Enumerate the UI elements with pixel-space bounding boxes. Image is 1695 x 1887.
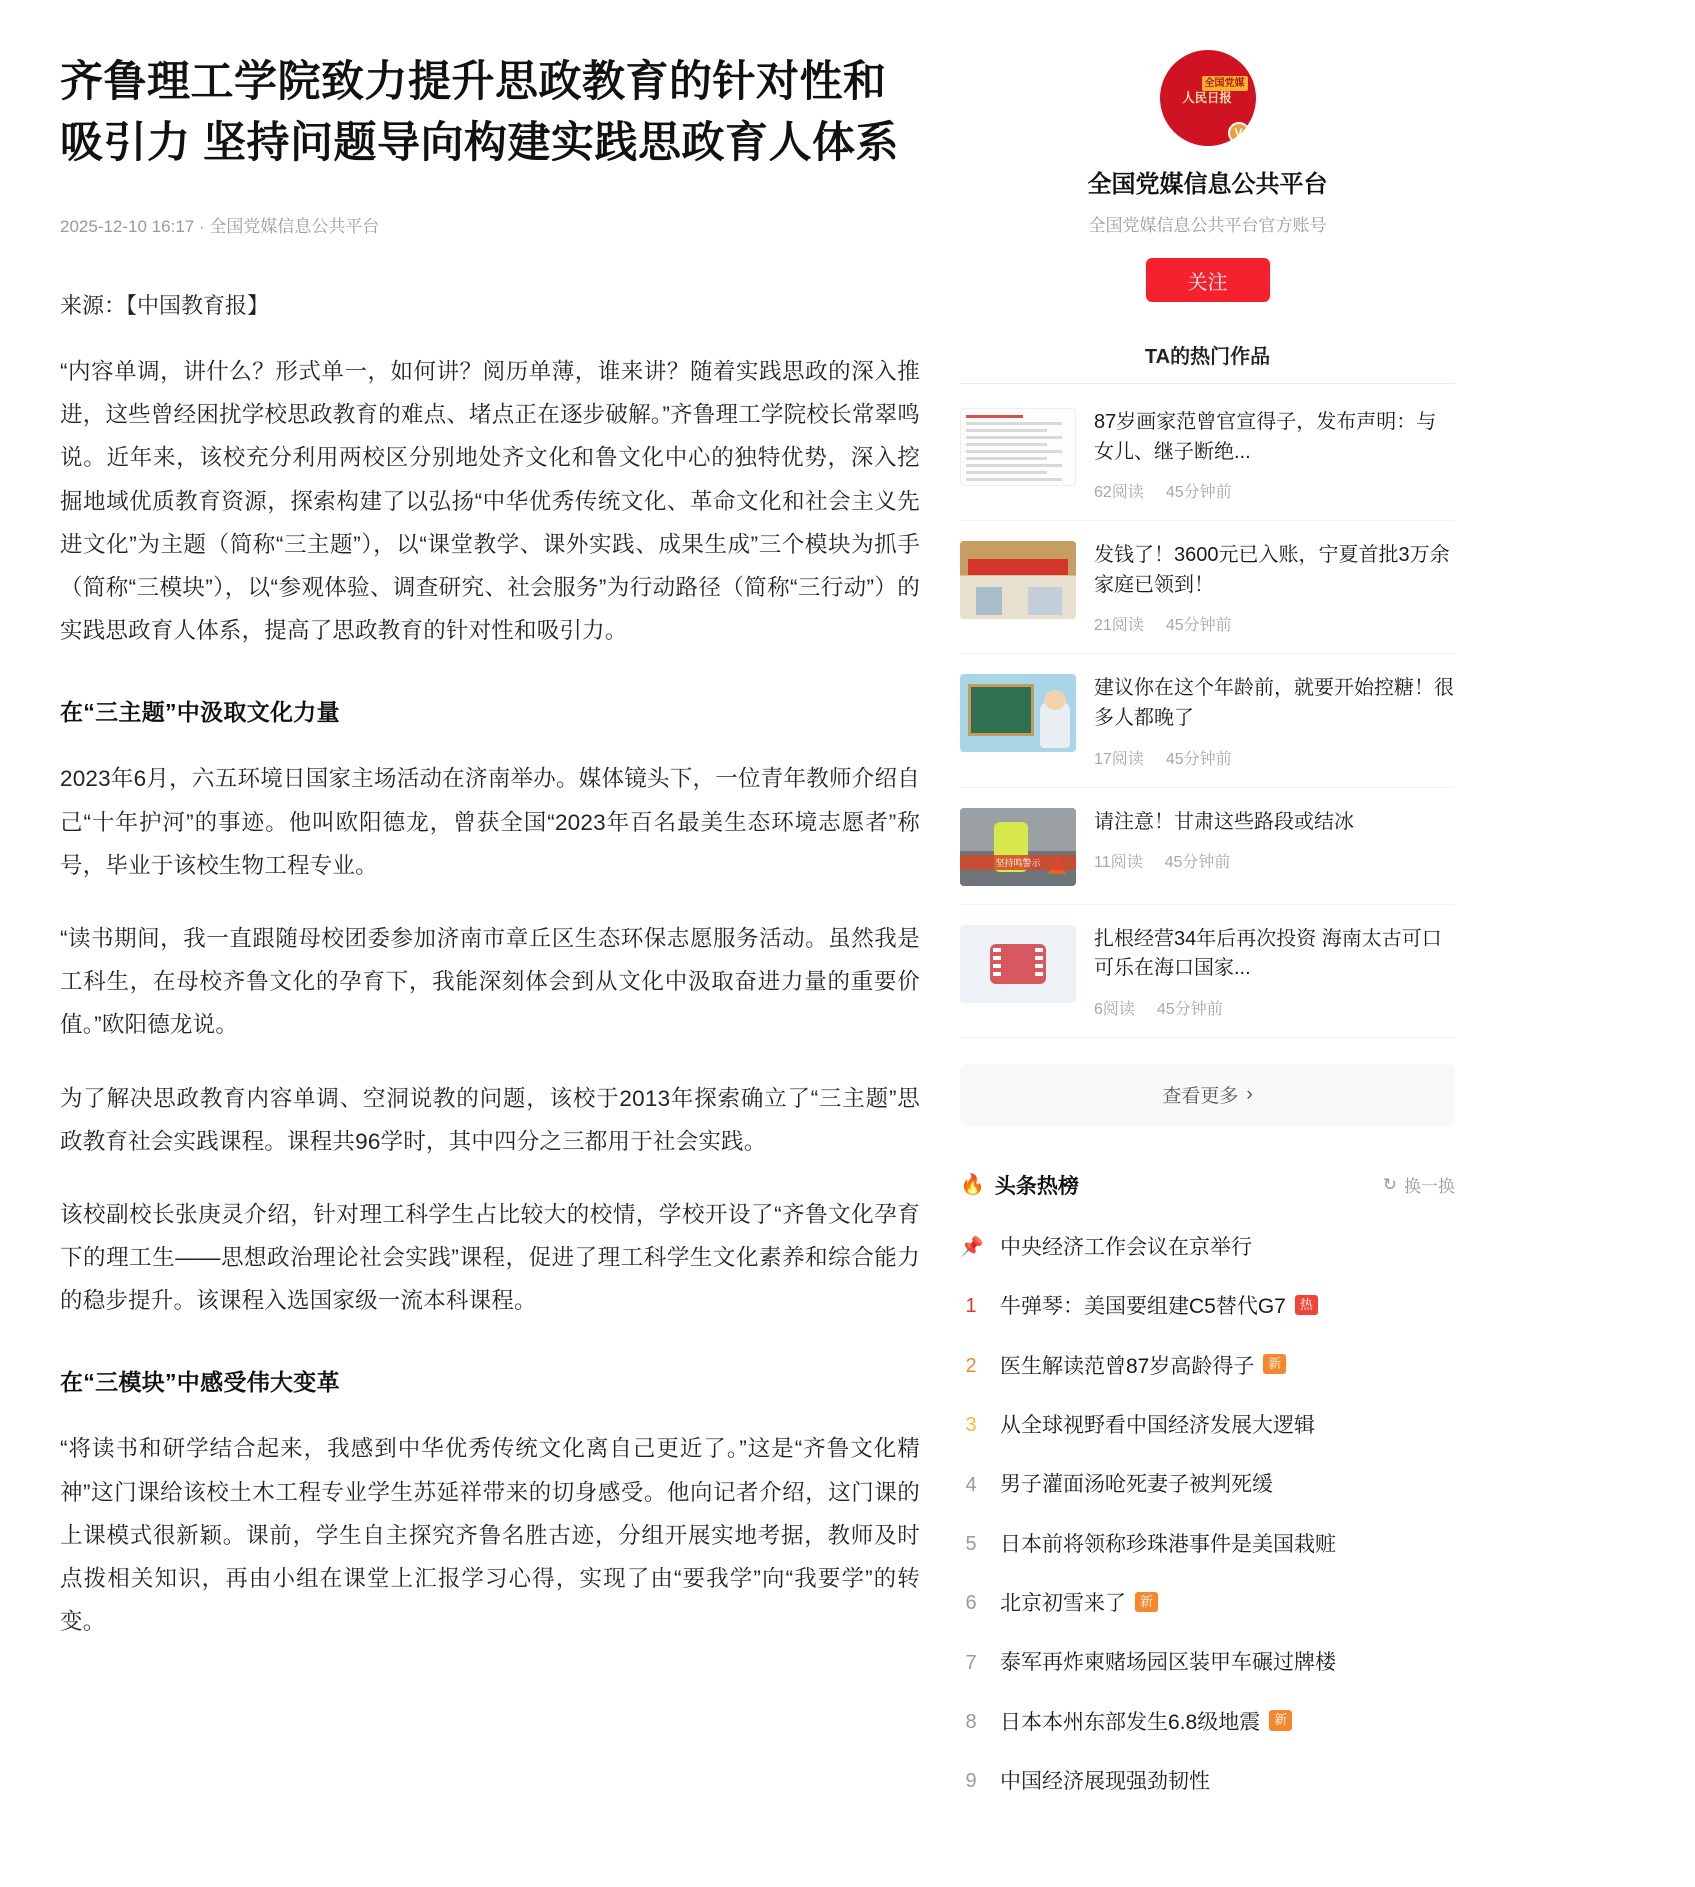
list-item[interactable] <box>960 521 1455 654</box>
ranking-row-title: 牛弹琴：美国要组建C5替代G7 <box>1000 1295 1286 1319</box>
page-title: 齐鲁理工学院致力提升思政教育的针对性和吸引力 坚持问题导向构建实践思政育人体系 <box>60 58 899 168</box>
article-paragraph: “将读书和研学结合起来，我感到中华优秀传统文化离自己更近了。”这是“齐鲁文化精神”这门课给该校土木工程专业学生苏延祥带来的切身感受。他向记者介绍，这门课的上课模式很新颖。课前，学生自主探究齐鲁名胜古迹，分组开展实地考据，教师及时点拨相关知识，再由小组在课堂上汇报学习心得，实现了由“要我学”向“我要学”的转变。 <box>60 1436 920 1635</box>
thumbnail-image <box>960 674 1076 752</box>
list-item-time: 45分钟前 <box>1165 750 1232 768</box>
publisher-name: 全国党媒信息公共平台 <box>209 217 380 237</box>
source-label: 来源： <box>60 293 127 319</box>
list-item-title: 建议你在这个年龄前，就要开始控糖！很多人都晚了 <box>1094 677 1454 729</box>
ranking-list <box>960 1218 1455 1812</box>
meta-separator: · <box>198 217 205 237</box>
ranking-row[interactable] <box>960 1277 1455 1336</box>
refresh-button[interactable] <box>1383 1172 1455 1197</box>
list-item-title: 请注意！甘肃这些路段或结冰 <box>1094 810 1354 833</box>
status-badge: 新 <box>1263 1354 1286 1374</box>
view-more-label: 查看更多 <box>1162 1086 1239 1108</box>
article-column <box>60 40 920 1812</box>
ranking-row[interactable] <box>960 1633 1455 1692</box>
status-badge: 新 <box>1135 1592 1158 1612</box>
hot-works-header <box>960 340 1455 384</box>
ranking-row-title: 泰军再炸柬赌场园区装甲车碾过牌楼 <box>1000 1651 1336 1675</box>
status-badge: 热 <box>1295 1295 1318 1315</box>
publish-date: 2025-12-10 16:17 <box>60 217 195 237</box>
article-paragraph: 该校副校长张庚灵介绍，针对理工科学生占比较大的校情，学校开设了“齐鲁文化孕育下的理工生——思想政治理论社会实践”课程，促进了理工科学生文化素养和综合能力的稳步提升。该课程入选国家级一流本科课程。 <box>60 1201 920 1314</box>
ranking-row[interactable] <box>960 1752 1455 1811</box>
thumbnail-image <box>960 925 1076 1003</box>
list-item[interactable] <box>960 905 1455 1038</box>
ranking-row-title: 北京初雪来了 <box>1000 1592 1126 1616</box>
avatar[interactable] <box>1160 50 1256 146</box>
list-item-reads: 11阅读 <box>1094 854 1143 872</box>
account-name: 全国党媒信息公共平台 <box>1087 171 1328 198</box>
ranking-row-title: 日本本州东部发生6.8级地震 <box>1000 1710 1261 1734</box>
ranking-row[interactable] <box>960 1396 1455 1455</box>
ranking-row-number: 3 <box>965 1414 977 1437</box>
article-paragraph: “内容单调，讲什么？形式单一，如何讲？阅历单薄，谁来讲？随着实践思政的深入推进，这些曾经困扰学校思政教育的难点、堵点正在逐步破解。”齐鲁理工学院校长常翠鸣说。近年来，该校充分利用两校区分别地处齐文化和鲁文化中心的独特优势，深入挖掘地域优质教育资源，探索构建了以弘扬“中华优秀传统文化、革命文化和社会主义先进文化”为主题（简称“三主题”），以“课堂教学、课外实践、成果生成”三个模块为抓手（简称“三模块”），以“参观体验、调查研究、社会服务”为行动路径（简称“三行动”）的实践思政育人体系，提高了思政教育的针对性和吸引力。 <box>60 359 920 644</box>
ranking-row-number: 6 <box>965 1592 977 1615</box>
avatar-label: 人民日报 <box>1182 90 1233 105</box>
sidebar <box>960 40 1455 1812</box>
hot-works-title: TA的热门作品 <box>1144 346 1271 368</box>
hot-works-list <box>960 388 1455 1038</box>
source-value: 【中国教育报】 <box>126 293 270 319</box>
ranking-row-title: 日本前将领称珍珠港事件是美国栽赃 <box>1000 1532 1336 1556</box>
account-card <box>960 50 1455 302</box>
status-badge: 新 <box>1269 1710 1292 1730</box>
list-item[interactable] <box>960 388 1455 521</box>
ranking-row-title: 从全球视野看中国经济发展大逻辑 <box>1000 1413 1315 1437</box>
thumbnail-image <box>960 541 1076 619</box>
article-subhead-two: 在“三模块”中感受伟大变革 <box>60 1369 340 1396</box>
ranking-row-title: 中央经济工作会议在京举行 <box>1000 1235 1252 1259</box>
list-item-reads: 6阅读 <box>1094 1000 1135 1018</box>
ranking-row-number: 9 <box>965 1770 977 1793</box>
ranking-row[interactable] <box>960 1337 1455 1396</box>
refresh-icon: ↻ <box>1382 1174 1397 1194</box>
article-paragraph: “读书期间，我一直跟随母校团委参加济南市章丘区生态环保志愿服务活动。虽然我是工科生，在母校齐鲁文化的孕育下，我能深刻体会到从文化中汲取奋进力量的重要价值。”欧阳德龙说。 <box>60 925 920 1038</box>
article-paragraph: 2023年6月，六五环境日国家主场活动在济南举办。媒体镜头下，一位青年教师介绍自己“十年护河”的事迹。他叫欧阳德龙，曾获全国“2023年百名最美生态环境志愿者”称号，毕业于该校生物工程专业。 <box>60 766 920 878</box>
ranking-row[interactable] <box>960 1218 1455 1277</box>
article-subhead-one: 在“三主题”中汲取文化力量 <box>60 699 340 726</box>
ranking-title: 头条热榜 <box>994 1174 1079 1198</box>
ranking-panel <box>960 1170 1455 1812</box>
article-source <box>60 289 920 320</box>
list-item-title: 87岁画家范曾官宣得子，发布声明：与女儿、继子断绝... <box>1094 411 1437 463</box>
list-item-title: 发钱了！3600元已入账，宁夏首批3万余家庭已领到！ <box>1094 544 1450 596</box>
list-item-reads: 21阅读 <box>1094 617 1144 635</box>
article-paragraph: 为了解决思政教育内容单调、空洞说教的问题，该校于2013年探索确立了“三主题”思政教育社会实践课程。课程共96学时，其中四分之三都用于社会实践。 <box>60 1085 920 1154</box>
ranking-row[interactable] <box>960 1455 1455 1514</box>
ranking-header <box>960 1170 1455 1214</box>
list-item-reads: 62阅读 <box>1094 484 1144 502</box>
ranking-row-number: 4 <box>965 1473 977 1496</box>
ranking-row-number: 1 <box>965 1295 977 1318</box>
ranking-row[interactable] <box>960 1693 1455 1752</box>
avatar-sub-label: 全国党媒 <box>1202 76 1248 91</box>
flame-icon: 🔥 <box>960 1174 985 1197</box>
list-item-time: 45分钟前 <box>1165 484 1232 502</box>
article-meta <box>60 212 920 237</box>
verified-badge-icon: V <box>1228 122 1250 144</box>
view-more-button[interactable] <box>960 1064 1455 1126</box>
list-item-time: 45分钟前 <box>1164 854 1231 872</box>
list-item-title: 扎根经营34年后再次投资 海南太古可口可乐在海口国家... <box>1094 927 1442 980</box>
ranking-row-title: 医生解读范曾87岁高龄得子 <box>1000 1354 1255 1378</box>
refresh-label: 换一换 <box>1404 1177 1455 1197</box>
thumbnail-image: 坚持鸣警示 <box>960 808 1076 886</box>
chevron-right-icon: › <box>1246 1083 1253 1105</box>
list-item[interactable] <box>960 788 1455 905</box>
ranking-row-title: 男子灌面汤呛死妻子被判死缓 <box>1000 1473 1273 1497</box>
ranking-row[interactable] <box>960 1515 1455 1574</box>
list-item[interactable] <box>960 654 1455 787</box>
list-item-time: 45分钟前 <box>1156 1000 1223 1018</box>
thumbnail-image <box>960 408 1076 486</box>
ranking-row-number: 7 <box>965 1651 977 1674</box>
ranking-row-title: 中国经济展现强劲韧性 <box>1000 1770 1210 1794</box>
ranking-row-number: 8 <box>965 1711 977 1734</box>
follow-button[interactable]: 关注 <box>1146 258 1270 302</box>
ranking-row-number: 5 <box>965 1532 977 1555</box>
pin-icon: 📌 <box>960 1237 984 1259</box>
account-description: 全国党媒信息公共平台官方账号 <box>1088 216 1327 235</box>
ranking-row[interactable] <box>960 1574 1455 1633</box>
list-item-reads: 17阅读 <box>1094 750 1144 768</box>
ranking-row-number: 2 <box>965 1354 977 1377</box>
list-item-time: 45分钟前 <box>1165 617 1232 635</box>
